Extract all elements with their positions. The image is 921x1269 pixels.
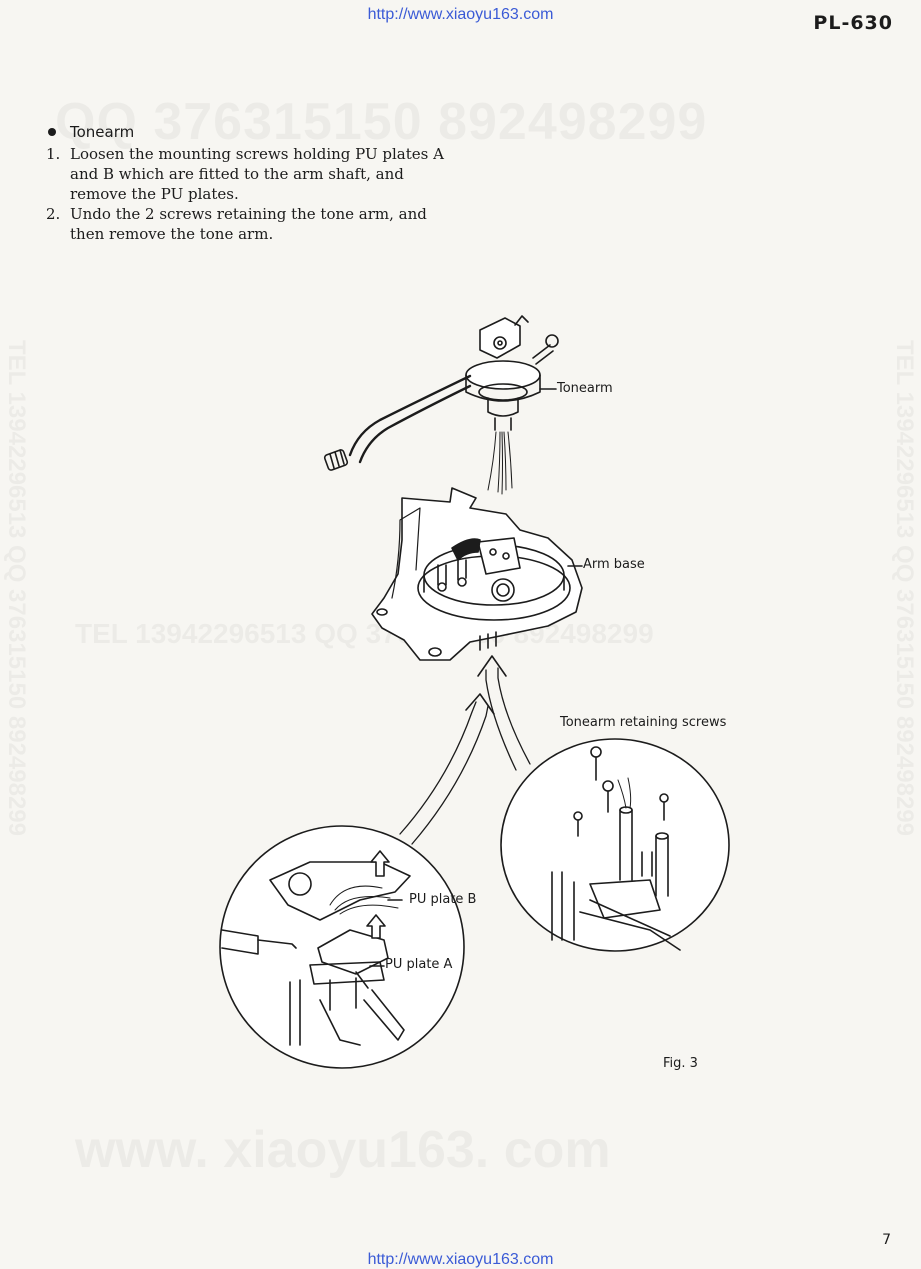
tonearm-drawing xyxy=(324,316,558,494)
label-pu-plate-a: PU plate A xyxy=(385,957,453,972)
label-tonearm: Tonearm xyxy=(557,381,613,396)
step-text: Undo the 2 screws retaining the tone arm, and then remove the tone arm. xyxy=(70,205,427,243)
label-arm-base: Arm base xyxy=(583,557,645,572)
step-number: 1. xyxy=(46,145,61,163)
step-text: Loosen the mounting screws holding PU plates A and B which are fitted to the arm shaft, and remove the PU plates. xyxy=(70,145,444,203)
assembly-arrow-left xyxy=(400,694,494,844)
header-url[interactable]: http://www.xiaoyu163.com xyxy=(367,6,554,23)
label-retaining-screws: Tonearm retaining screws xyxy=(560,715,727,730)
arm-base-drawing xyxy=(372,488,582,660)
detail-circle-pu-plates xyxy=(220,826,464,1068)
page-number: 7 xyxy=(882,1232,891,1248)
step-number: 2. xyxy=(46,205,61,223)
assembly-arrow-right xyxy=(478,656,530,770)
detail-circle-retaining-screws xyxy=(501,739,729,951)
section-heading-text: Tonearm xyxy=(70,123,135,141)
figure-caption: Fig. 3 xyxy=(663,1056,698,1071)
model-number: PL-630 xyxy=(813,12,893,34)
footer-url[interactable]: http://www.xiaoyu163.com xyxy=(367,1251,554,1268)
label-pu-plate-b: PU plate B xyxy=(409,892,477,907)
